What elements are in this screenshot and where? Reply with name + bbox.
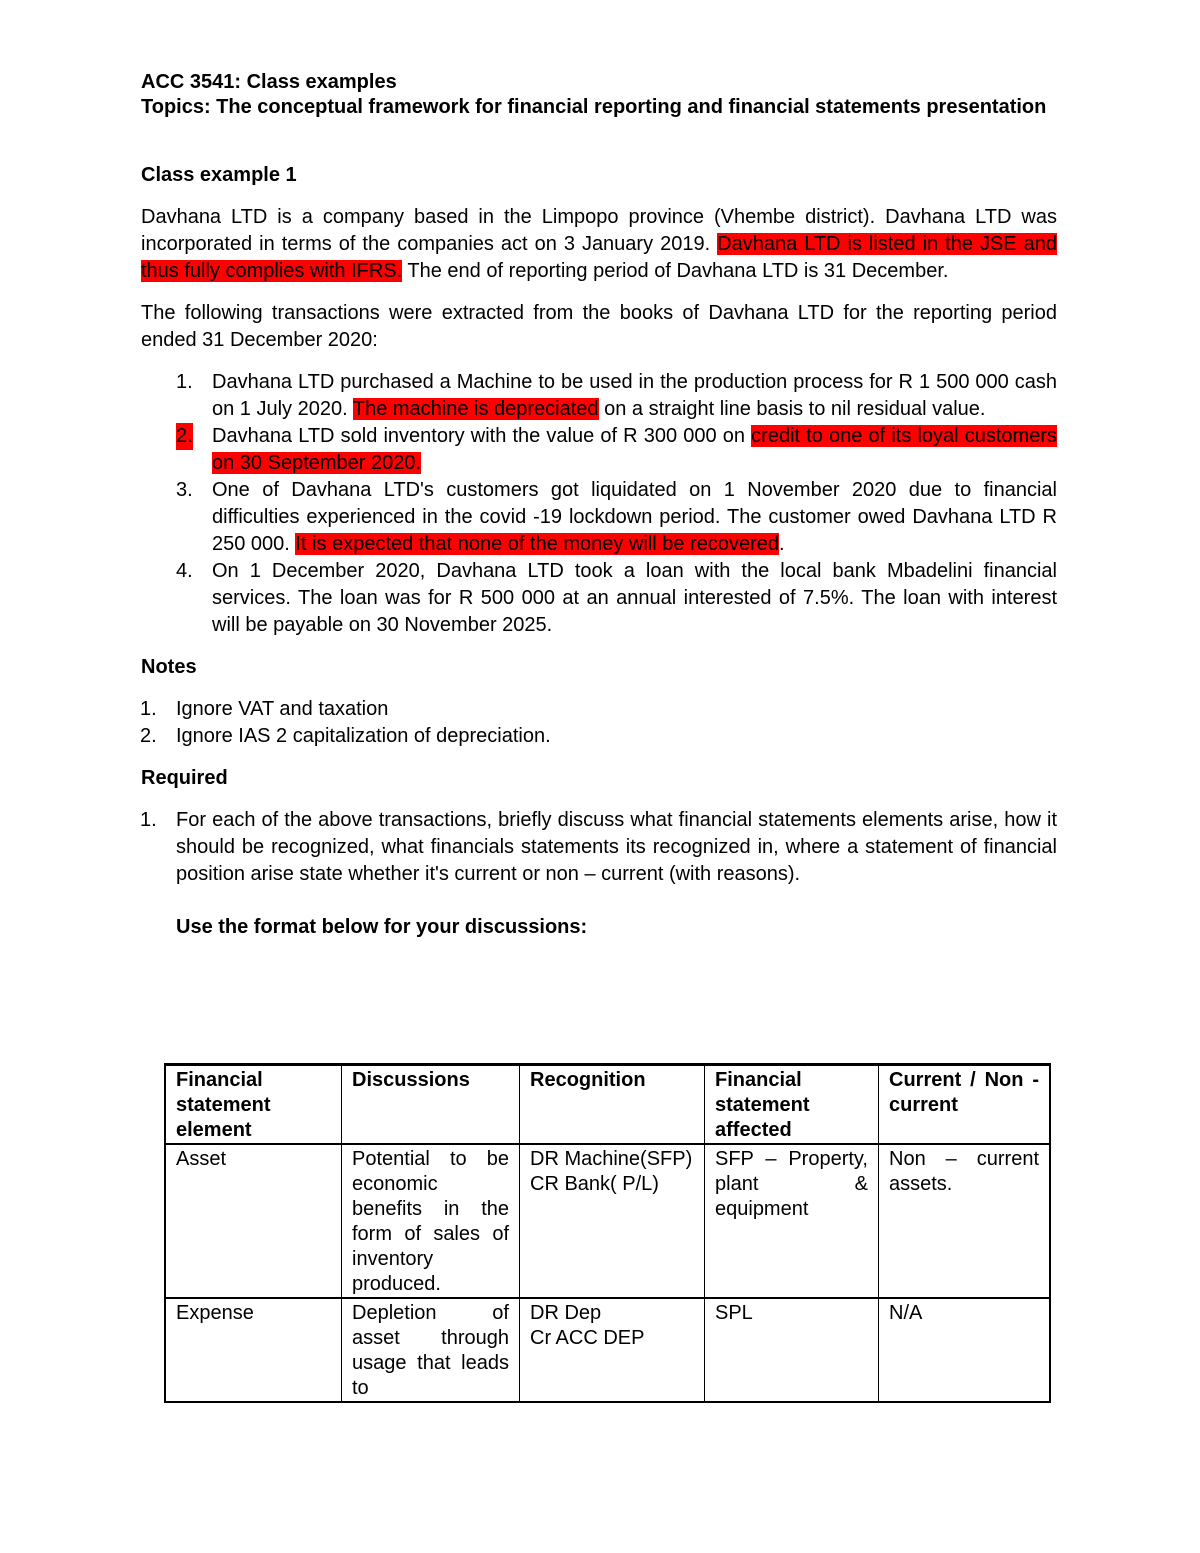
item-text: One of Davhana LTD's customers got liquidated on 1 November 2020 due to financial difficulties experienced in the covid -19 lockdown period. The customer owed Davhana LTD R 250 000. <box>212 479 1057 555</box>
item-text: Ignore VAT and taxation <box>176 698 389 720</box>
item-text: For each of the above transactions, briefly discuss what financial statements elements arise, how it should be recognized, what financials statements its recognized in, where a statement of financial position arise state whether it's current or non – current (with reasons). <box>176 809 1057 885</box>
discussion-table <box>164 1063 1051 1403</box>
item-number: 4. <box>176 560 193 582</box>
item-text: Ignore IAS 2 capitalization of depreciation. <box>176 725 551 747</box>
intro-paragraph <box>141 204 1057 285</box>
notes-list <box>141 696 1057 750</box>
list-item <box>176 477 1057 558</box>
format-label: Use the format below for your discussions: <box>176 916 588 938</box>
item-highlight: The machine is depreciated <box>352 398 599 420</box>
item-number: 1. <box>140 809 157 831</box>
intro-text-b: The end of reporting period of Davhana LTD is 31 December. <box>402 260 949 282</box>
table-row <box>165 1144 1050 1298</box>
item-text-end: . <box>779 533 785 555</box>
document-title: ACC 3541: Class examples <box>141 71 397 93</box>
table-cell: DR Machine(SFP) CR Bank( P/L) <box>520 1144 705 1298</box>
column-header: Discussions <box>342 1065 520 1145</box>
item-number: 2. <box>140 725 157 747</box>
table-cell: Asset <box>165 1144 342 1298</box>
transactions-list <box>141 369 1057 639</box>
table-cell: Expense <box>165 1298 342 1402</box>
item-highlight: It is expected that none of the money will be recovered <box>295 533 780 555</box>
intro-text-a: Davhana LTD is a company based in the Limpopo province (Vhembe district). Davhana LTD was incorporated in terms of the companies act on 3 January 2019. <box>141 206 1057 255</box>
notes-heading: Notes <box>141 656 197 678</box>
example-heading: Class example 1 <box>141 164 297 186</box>
table-cell: Potential to be economic benefits in the form of sales of inventory produced. <box>342 1144 520 1298</box>
table-header-row <box>165 1065 1050 1145</box>
list-item <box>176 558 1057 639</box>
document-topics: Topics: The conceptual framework for financial reporting and financial statements presentation <box>141 96 1047 118</box>
list-item <box>140 723 1057 750</box>
item-text: On 1 December 2020, Davhana LTD took a loan with the local bank Mbadelini financial services. The loan was for R 500 000 at an annual interested of 7.5%. The loan with interest will be payable on 30 November 2025. <box>212 560 1057 636</box>
item-number: 2. <box>176 423 193 450</box>
intro-highlight: Davhana LTD is listed in the JSE and thus fully complies with IFRS. <box>141 233 1058 282</box>
document-page <box>141 70 1057 941</box>
column-header: Recognition <box>520 1065 705 1145</box>
table-cell: Depletion of asset through usage that leads to <box>342 1298 520 1402</box>
table-cell: Non – current assets. <box>879 1144 1051 1298</box>
item-number: 1. <box>176 371 193 393</box>
column-header: Financial statement element <box>165 1065 342 1145</box>
list-item <box>140 807 1057 888</box>
required-heading: Required <box>141 767 228 789</box>
table-cell: DR Dep Cr ACC DEP <box>520 1298 705 1402</box>
table-row <box>165 1298 1050 1402</box>
transactions-intro: The following transactions were extracted from the books of Davhana LTD for the reporting period ended 31 December 2020: <box>141 302 1057 351</box>
list-item <box>176 423 1057 477</box>
list-item <box>140 696 1057 723</box>
table-cell: SPL <box>705 1298 879 1402</box>
table-cell: N/A <box>879 1298 1051 1402</box>
item-number: 1. <box>140 698 157 720</box>
column-header: Current / Non - current <box>879 1065 1051 1145</box>
table-cell: SFP – Property, plant & equipment <box>705 1144 879 1298</box>
item-text: Davhana LTD sold inventory with the value of R 300 000 on <box>212 425 752 447</box>
item-text: Davhana LTD purchased a Machine to be used in the production process for R 1 500 000 cash on 1 July 2020. <box>212 371 1057 420</box>
item-number: 3. <box>176 479 193 501</box>
list-item <box>176 369 1057 423</box>
required-list <box>141 807 1057 888</box>
item-text-end: on a straight line basis to nil residual value. <box>598 398 986 420</box>
column-header: Financial statement affected <box>705 1065 879 1145</box>
item-highlight: credit to one of its loyal customers on 30 September 2020. <box>212 425 1057 474</box>
